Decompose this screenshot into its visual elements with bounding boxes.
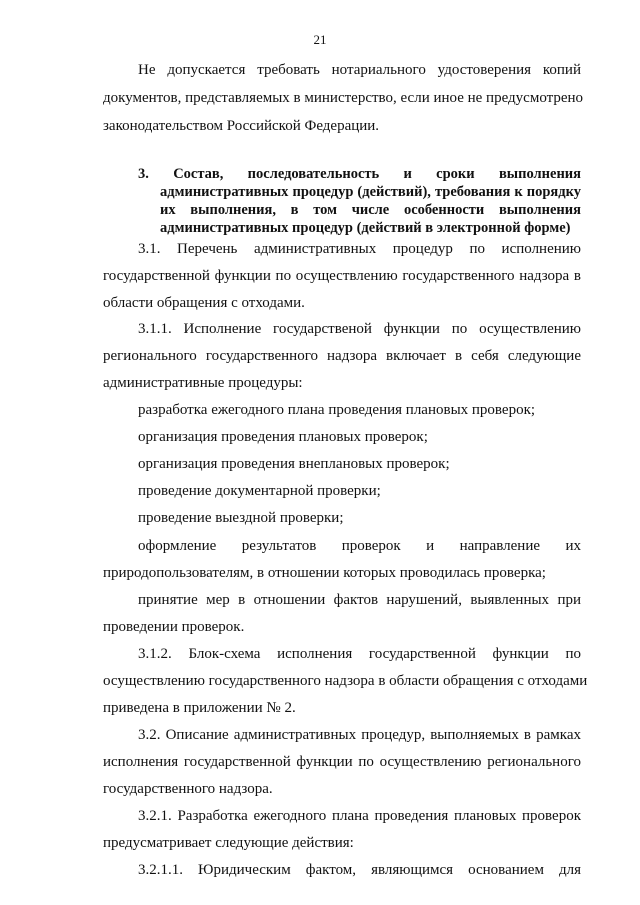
paragraph-line: 3.1.1. Исполнение государственой функции по осуществлению	[138, 321, 581, 337]
paragraph-line: области обращения с отходами.	[103, 295, 305, 311]
paragraph-line: 3.2.1. Разработка ежегодного плана проведения плановых проверок	[138, 808, 581, 824]
section-heading-line: административных процедур (действий), требования к порядку	[160, 184, 581, 200]
paragraph-line: 3.2. Описание административных процедур, выполняемых в рамках	[138, 727, 581, 743]
paragraph-line: законодательством Российской Федерации.	[103, 118, 380, 134]
paragraph-line: предусматривает следующие действия:	[103, 835, 354, 851]
paragraph-line: государственного надзора.	[103, 781, 273, 797]
section-heading-line: 3. Состав, последовательность и сроки выполнения	[138, 166, 581, 182]
paragraph-line: осуществлению государственного надзора в области обращения с отходами	[103, 673, 588, 689]
paragraph-line: 3.2.1.1. Юридическим фактом, являющимся основанием для	[138, 862, 581, 878]
section-heading-line: административных процедур (действий в электронной форме)	[160, 220, 571, 236]
paragraph-line: регионального государственного надзора включает в себя следующие	[103, 348, 581, 364]
paragraph-line: Не допускается требовать нотариального удостоверения копий	[138, 62, 581, 78]
list-item: проведении проверок.	[103, 619, 245, 635]
list-item: принятие мер в отношении фактов нарушений, выявленных при	[138, 592, 581, 608]
list-item: природопользователям, в отношении которых проводилась проверка;	[103, 565, 546, 581]
page-number: 21	[313, 32, 327, 47]
list-item: оформление результатов проверок и направление их	[138, 538, 581, 554]
paragraph-line: государственной функции по осуществлению государственного надзора в	[103, 268, 581, 284]
list-item: организация проведения плановых проверок;	[138, 429, 428, 445]
paragraph-line: приведена в приложении № 2.	[103, 700, 296, 716]
list-item: организация проведения внеплановых проверок;	[138, 456, 450, 472]
list-item: проведение выездной проверки;	[138, 510, 344, 526]
paragraph-line: 3.1.2. Блок-схема исполнения государственной функции по	[138, 646, 581, 662]
paragraph-line: документов, представляемых в министерство, если иное не предусмотрено	[103, 90, 584, 106]
list-item: проведение документарной проверки;	[138, 483, 381, 499]
paragraph-line: административные процедуры:	[103, 375, 303, 391]
paragraph-line: исполнения государственной функции по осуществлению регионального	[103, 754, 581, 770]
section-heading-line: их выполнения, в том числе особенности выполнения	[160, 202, 581, 218]
list-item: разработка ежегодного плана проведения плановых проверок;	[138, 402, 536, 418]
paragraph-line: 3.1. Перечень административных процедур по исполнению	[138, 241, 581, 257]
